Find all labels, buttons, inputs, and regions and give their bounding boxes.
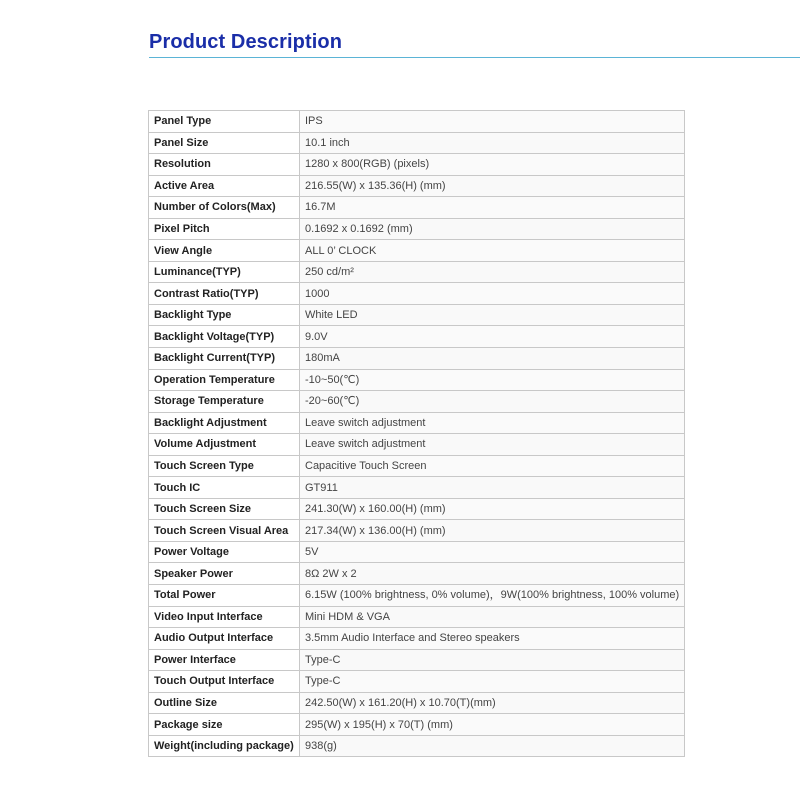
spec-value: IPS: [300, 111, 685, 133]
spec-label: View Angle: [149, 240, 300, 262]
table-row: [149, 348, 685, 370]
spec-value: Type-C: [300, 671, 685, 693]
spec-label: Panel Size: [149, 132, 300, 154]
spec-label: Luminance(TYP): [149, 261, 300, 283]
spec-label: Touch Output Interface: [149, 671, 300, 693]
spec-value: 938(g): [300, 735, 685, 757]
table-row: [149, 391, 685, 413]
spec-value: 250 cd/m²: [300, 261, 685, 283]
spec-value: 241.30(W) x 160.00(H) (mm): [300, 498, 685, 520]
spec-value: 16.7M: [300, 197, 685, 219]
spec-value: -10~50(℃): [300, 369, 685, 391]
spec-label: Number of Colors(Max): [149, 197, 300, 219]
spec-label: Resolution: [149, 154, 300, 176]
spec-label: Touch Screen Type: [149, 455, 300, 477]
table-row: [149, 240, 685, 262]
table-row: [149, 283, 685, 305]
table-row: [149, 197, 685, 219]
spec-value: 5V: [300, 541, 685, 563]
spec-value: Mini HDM & VGA: [300, 606, 685, 628]
spec-label: Outline Size: [149, 692, 300, 714]
spec-value: ALL 0’ CLOCK: [300, 240, 685, 262]
spec-table-body: [149, 111, 685, 757]
table-row: [149, 326, 685, 348]
page-title: Product Description: [149, 31, 343, 53]
table-row: [149, 369, 685, 391]
table-row: [149, 735, 685, 757]
spec-value: 1280 x 800(RGB) (pixels): [300, 154, 685, 176]
table-row: [149, 714, 685, 736]
table-row: [149, 498, 685, 520]
spec-value: 180mA: [300, 348, 685, 370]
spec-value: GT911: [300, 477, 685, 499]
spec-label: Storage Temperature: [149, 391, 300, 413]
spec-label: Pixel Pitch: [149, 218, 300, 240]
title-divider: [149, 57, 800, 58]
spec-label: Contrast Ratio(TYP): [149, 283, 300, 305]
table-row: [149, 218, 685, 240]
spec-value: 0.1692 x 0.1692 (mm): [300, 218, 685, 240]
spec-label: Speaker Power: [149, 563, 300, 585]
spec-value: 9.0V: [300, 326, 685, 348]
spec-label: Touch Screen Visual Area: [149, 520, 300, 542]
spec-label: Volume Adjustment: [149, 434, 300, 456]
spec-table: [148, 110, 685, 757]
spec-label: Video Input Interface: [149, 606, 300, 628]
table-row: [149, 111, 685, 133]
spec-label: Backlight Type: [149, 304, 300, 326]
spec-label: Panel Type: [149, 111, 300, 133]
spec-label: Operation Temperature: [149, 369, 300, 391]
spec-label: Power Voltage: [149, 541, 300, 563]
spec-label: Power Interface: [149, 649, 300, 671]
table-row: [149, 520, 685, 542]
spec-label: Weight(including package): [149, 735, 300, 757]
spec-value: 295(W) x 195(H) x 70(T) (mm): [300, 714, 685, 736]
table-row: [149, 477, 685, 499]
spec-value: 8Ω 2W x 2: [300, 563, 685, 585]
table-row: [149, 154, 685, 176]
spec-value: 216.55(W) x 135.36(H) (mm): [300, 175, 685, 197]
table-row: [149, 434, 685, 456]
spec-label: Active Area: [149, 175, 300, 197]
table-row: [149, 304, 685, 326]
table-row: [149, 132, 685, 154]
table-row: [149, 261, 685, 283]
table-row: [149, 563, 685, 585]
spec-value: -20~60(℃): [300, 391, 685, 413]
spec-value: Leave switch adjustment: [300, 434, 685, 456]
table-row: [149, 671, 685, 693]
spec-label: Backlight Current(TYP): [149, 348, 300, 370]
table-row: [149, 649, 685, 671]
table-row: [149, 628, 685, 650]
spec-label: Touch IC: [149, 477, 300, 499]
spec-label: Backlight Voltage(TYP): [149, 326, 300, 348]
spec-value: Type-C: [300, 649, 685, 671]
spec-label: Total Power: [149, 585, 300, 607]
spec-value: 1000: [300, 283, 685, 305]
spec-label: Audio Output Interface: [149, 628, 300, 650]
spec-value: Capacitive Touch Screen: [300, 455, 685, 477]
spec-label: Backlight Adjustment: [149, 412, 300, 434]
spec-value: 217.34(W) x 136.00(H) (mm): [300, 520, 685, 542]
table-row: [149, 585, 685, 607]
spec-value: Leave switch adjustment: [300, 412, 685, 434]
spec-value: White LED: [300, 304, 685, 326]
table-row: [149, 541, 685, 563]
table-row: [149, 455, 685, 477]
spec-value: 10.1 inch: [300, 132, 685, 154]
table-row: [149, 412, 685, 434]
spec-label: Touch Screen Size: [149, 498, 300, 520]
spec-value: 3.5mm Audio Interface and Stereo speakers: [300, 628, 685, 650]
spec-label: Package size: [149, 714, 300, 736]
table-row: [149, 692, 685, 714]
spec-value: 6.15W (100% brightness, 0% volume)，9W(100% brightness, 100% volume): [300, 585, 685, 607]
spec-value: 242.50(W) x 161.20(H) x 10.70(T)(mm): [300, 692, 685, 714]
table-row: [149, 606, 685, 628]
table-row: [149, 175, 685, 197]
